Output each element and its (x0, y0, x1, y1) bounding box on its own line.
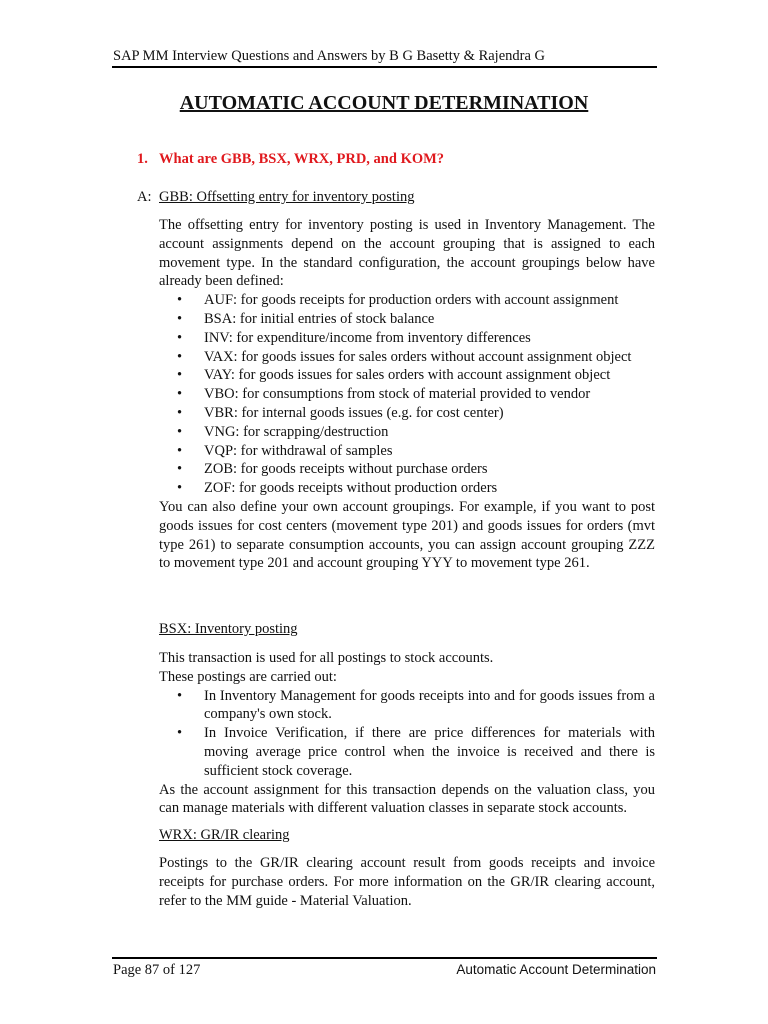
list-item: • ZOF: for goods receipts without production orders (177, 480, 498, 497)
bullet-icon: • (177, 687, 183, 704)
list-item: • In Inventory Management for goods receipts into and for goods issues from a company's own stock. (177, 687, 655, 723)
list-item: • ZOB: for goods receipts without purchase orders (177, 461, 488, 478)
gbb-heading: GBB: Offsetting entry for inventory posting (159, 189, 415, 205)
bsx-section (159, 649, 655, 818)
bsx-outro: As the account assignment for this transaction depends on the valuation class, you can manage materials with different valuation classes in separate stock accounts. (159, 781, 655, 817)
bullet-icon: • (177, 310, 183, 327)
bullet-icon: • (177, 367, 183, 384)
page-header: SAP MM Interview Questions and Answers by B G Basetty & Rajendra G (113, 48, 546, 64)
document-title: AUTOMATIC ACCOUNT DETERMINATION (179, 92, 589, 114)
gbb-bullet-list (159, 291, 655, 498)
list-item: • INV: for expenditure/income from inventory differences (177, 329, 531, 346)
header-rule (112, 66, 657, 68)
question-number: 1. (137, 151, 148, 167)
gbb-section (159, 216, 655, 573)
list-item: • In Invoice Verification, if there are price differences for materials with moving average price control when the invoice is received and there is sufficient stock coverage. (177, 725, 655, 779)
bullet-icon: • (177, 442, 183, 459)
bsx-bullet-list (159, 687, 655, 781)
list-item: • AUF: for goods receipts for production orders with account assignment (177, 292, 619, 309)
question-1 (137, 151, 444, 168)
bsx-line-2: These postings are carried out: (159, 668, 337, 685)
bullet-icon: • (177, 725, 183, 742)
bullet-icon: • (177, 461, 183, 478)
page-number: Page 87 of 127 (113, 962, 201, 978)
footer-title: Automatic Account Determination (456, 962, 656, 977)
gbb-intro: The offsetting entry for inventory posting is used in Inventory Management. The account assignments depend on the account grouping that is assigned to each movement type. In the standard configuration, the account groupings below have already been defined: (159, 217, 655, 290)
list-item: • VBR: for internal goods issues (e.g. for cost center) (177, 404, 504, 421)
list-item: • VAX: for goods issues for sales orders without account assignment object (177, 348, 632, 365)
list-item: • VQP: for withdrawal of samples (177, 442, 393, 459)
wrx-heading: WRX: GR/IR clearing (159, 827, 290, 843)
footer-rule (112, 957, 657, 959)
list-item: • BSA: for initial entries of stock balance (177, 310, 435, 327)
bullet-icon: • (177, 386, 183, 403)
wrx-section (159, 854, 655, 910)
list-item: • VBO: for consumptions from stock of material provided to vendor (177, 386, 591, 403)
list-item: • VAY: for goods issues for sales orders with account assignment object (177, 367, 611, 384)
answer-label: A: (137, 189, 152, 205)
bsx-heading: BSX: Inventory posting (159, 621, 298, 637)
bullet-icon: • (177, 404, 183, 421)
bullet-icon: • (177, 292, 183, 309)
bullet-icon: • (177, 348, 183, 365)
question-text: What are GBB, BSX, WRX, PRD, and KOM? (159, 151, 445, 167)
bullet-icon: • (177, 480, 183, 497)
bullet-icon: • (177, 423, 183, 440)
wrx-text: Postings to the GR/IR clearing account result from goods receipts and invoice receipts for purchase orders. For more information on the GR/IR clearing account, refer to the MM guide - Material Valuation. (159, 855, 655, 909)
bullet-icon: • (177, 329, 183, 346)
gbb-outro: You can also define your own account groupings. For example, if you want to post goods issues for cost centers (movement type 201) and goods issues for orders (mvt type 261) to separate consumption accounts, you can assign account grouping ZZZ to movement type 201 and account grouping YYY to movement type 261. (159, 498, 655, 572)
bsx-line-1: This transaction is used for all postings to stock accounts. (159, 650, 494, 666)
list-item: • VNG: for scrapping/destruction (177, 423, 389, 440)
